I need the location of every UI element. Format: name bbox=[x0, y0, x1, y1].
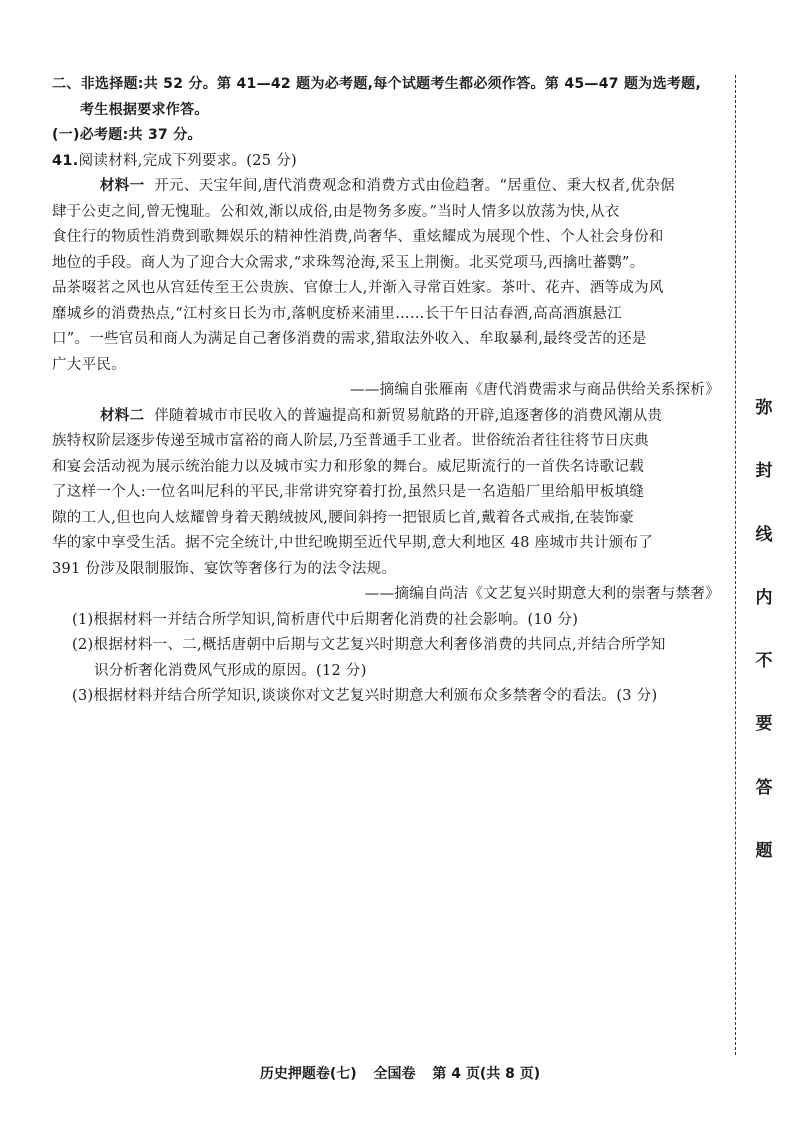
footer-page-number: 第 4 页(共 8 页) bbox=[432, 1066, 541, 1082]
seal-char: 题 bbox=[755, 840, 773, 861]
material-1-line: 地位的手段。商人为了迎合大众需求,“求珠驾沧海,采玉上荆衡。北买党项马,西擒吐蕃鹦”。 bbox=[52, 254, 645, 271]
material-2-label: 材料二 bbox=[100, 407, 145, 424]
exam-content bbox=[52, 72, 720, 710]
material-1-line: 口”。一些官员和商人为满足自己奢侈消费的需求,猎取法外收入、牟取暴利,最终受苦的还是 bbox=[52, 331, 647, 347]
material-1-line: 品茶啜茗之风也从宫廷传至王公贵族、官僚士人,并渐入寻常百姓家。茶叶、花卉、酒等成为风 bbox=[52, 280, 664, 296]
seal-char: 内 bbox=[755, 587, 773, 608]
seal-divider-line bbox=[735, 75, 736, 1055]
subquestion-1: (1)根据材料一并结合所学知识,简析唐代中后期奢化消费的社会影响。(10 分) bbox=[72, 611, 579, 628]
seal-line-notice bbox=[742, 400, 786, 860]
seal-char: 要 bbox=[755, 714, 773, 735]
subsection-title: (一)必考题:共 37 分。 bbox=[52, 127, 202, 143]
material-2-line: 隙的工人,但也向人炫耀曾身着天鹅绒披风,腰间斜挎一把银质匕首,戴着各式戒指,在装饰豪 bbox=[52, 509, 635, 526]
footer-title: 历史押题卷(七) bbox=[259, 1066, 357, 1082]
material-1-line: 材料一 开元、天宝年间,唐代消费观念和消费方式由俭趋奢。“居重位、秉大权者,优杂倨 bbox=[100, 178, 675, 194]
subquestions bbox=[52, 608, 720, 710]
question-41-prompt bbox=[52, 149, 720, 175]
seal-char: 线 bbox=[755, 524, 773, 545]
material-1-line: 靡城乡的消费热点,“江村亥日长为市,落帆度桥来浦里……长干午日沽春酒,高高酒旗悬江 bbox=[52, 305, 623, 322]
material-1-label: 材料一 bbox=[100, 178, 145, 194]
material-1-line: 食住行的物质性消费到歌舞娱乐的精神性消费,尚奢华、重炫耀成为展现个性、个人社会身份和 bbox=[52, 229, 664, 245]
seal-char: 封 bbox=[755, 461, 773, 482]
material-2-line: 华的家中享受生活。据不完全统计,中世纪晚期至近代早期,意大利地区 48 座城市共计颁布了 bbox=[52, 535, 654, 551]
material-1-line: 广大平民。 bbox=[52, 356, 126, 373]
subquestion-3: (3)根据材料并结合所学知识,谈谈你对文艺复兴时期意大利颁布众多禁奢令的看法。(3 分) bbox=[72, 688, 658, 704]
material-2-line: 了这样一个人:一位名叫尼科的平民,非常讲究穿着打扮,虽然只是一名造船厂里给船甲板填缝 bbox=[52, 484, 645, 500]
section-header-line-1: 二、非选择题:共 52 分。第 41—42 题为必考题,每个试题考生都必须作答。第 45—47 题为选考题, bbox=[52, 76, 702, 92]
page-footer bbox=[0, 1063, 800, 1083]
seal-char: 答 bbox=[755, 777, 773, 798]
footer-scope: 全国卷 bbox=[373, 1066, 416, 1082]
subquestion-2-cont: 识分析奢化消费风气形成的原因。(12 分) bbox=[94, 662, 367, 679]
material-2-line: 391 份涉及限制服饰、宴饮等奢侈行为的法令法规。 bbox=[52, 560, 397, 577]
subquestion-2: (2)根据材料一、二,概括唐朝中后期与文艺复兴时期意大利奢侈消费的共同点,并结合所学知 bbox=[72, 637, 666, 653]
material-2-source: ——摘编自尚洁《文艺复兴时期意大利的崇奢与禁奢》 bbox=[364, 586, 720, 602]
question-number: 41. bbox=[52, 152, 79, 169]
question-prompt: 阅读材料,完成下列要求。(25 分) bbox=[78, 152, 297, 169]
material-2-line: 材料二 伴随着城市市民收入的普遍提高和新贸易航路的开辟,追逐奢侈的消费风潮从贵 bbox=[100, 407, 663, 424]
material-1-line: 肆于公吏之间,曾无愧耻。公和效,渐以成俗,由是物务多废。”当时人情多以放荡为快,从衣 bbox=[52, 203, 620, 220]
material-1 bbox=[52, 174, 720, 404]
material-2 bbox=[52, 404, 720, 608]
seal-char: 弥 bbox=[755, 398, 773, 418]
material-1-source: ——摘编自张雁南《唐代消费需求与商品供给关系探析》 bbox=[350, 382, 720, 398]
seal-char: 不 bbox=[755, 651, 773, 672]
material-2-line: 族特权阶层逐步传递至城市富裕的商人阶层,乃至普通手工业者。世俗统治者往往将节日庆典 bbox=[52, 433, 649, 449]
material-2-line: 和宴会活动视为展示统治能力以及城市实力和形象的舞台。威尼斯流行的一首佚名诗歌记载 bbox=[52, 458, 644, 475]
section-header-line-2: 考生根据要求作答。 bbox=[80, 101, 209, 118]
